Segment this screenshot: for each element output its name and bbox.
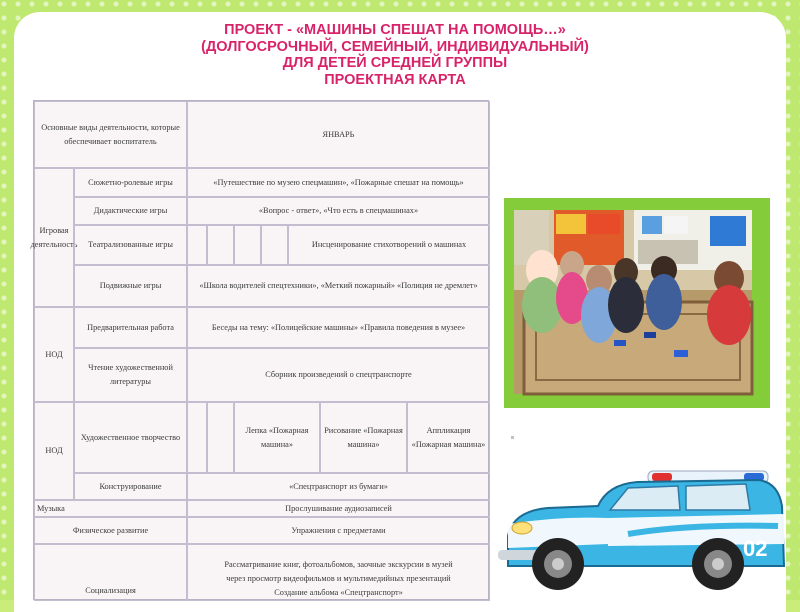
social-value [187, 544, 490, 601]
police-car-icon [488, 466, 788, 600]
empty-cell [207, 225, 234, 265]
didactic-games-label: Дидактические игры [74, 197, 187, 225]
didactic-games-value: «Вопрос - ответ», «Что есть в спецмашинах» [187, 197, 490, 225]
police-car-illustration [488, 466, 788, 600]
mobile-games-value: «Школа водителей спецтехники», «Меткий пожарный» «Полиция не дремлет» [187, 265, 490, 307]
photo-scene [514, 210, 752, 394]
empty-cell [207, 402, 234, 473]
table-head-month: ЯНВАРЬ [187, 101, 490, 168]
preliminary-work-label: Предварительная работа [74, 307, 187, 348]
physical-label: Физическое развитие [34, 517, 187, 544]
children-playing-photo [514, 210, 752, 394]
reading-label: Чтение художественной литературы [74, 348, 187, 402]
nod-label: НОД [34, 402, 74, 500]
art-label: Художественное творчество [74, 402, 187, 473]
empty-cell [187, 225, 207, 265]
preliminary-work-value: Беседы на тему: «Полицейские машины» «Правила поведения в музее» [187, 307, 490, 348]
title-line-2: (ДОЛГОСРОЧНЫЙ, СЕМЕЙНЫЙ, ИНДИВИДУАЛЬНЫЙ) [201, 38, 589, 55]
social-line-2: через просмотр видеофильмов и мультимедийных презентаций [226, 574, 451, 583]
social-line-1: Рассматривание книг, фотоальбомов, заочные экскурсии в музей [224, 560, 453, 569]
mobile-games-label: Подвижные игры [74, 265, 187, 307]
physical-value: Упражнения с предметами [187, 517, 490, 544]
table-head-activity: Основные виды деятельности, которые обеспечивает воспитатель [34, 101, 187, 168]
decorative-dot [511, 436, 514, 439]
social-line-3: Создание альбома «Спецтранспорт» [274, 588, 403, 597]
empty-cell [261, 225, 288, 265]
page-title [100, 22, 690, 88]
title-line-4: ПРОЕКТНАЯ КАРТА [324, 71, 466, 88]
music-value: Прослушивание аудиозаписей [187, 500, 490, 517]
construct-value: «Спецтранспорт из бумаги» [187, 473, 490, 500]
empty-cell [234, 225, 261, 265]
art-modeling: Лепка «Пожарная машина» [234, 402, 320, 473]
role-games-label: Сюжетно-ролевые игры [74, 168, 187, 197]
title-line-3: ДЛЯ ДЕТЕЙ СРЕДНЕЙ ГРУППЫ [282, 55, 508, 71]
construct-label: Конструирование [74, 473, 187, 500]
art-applique: Аппликация «Пожарная машина» [407, 402, 490, 473]
title-line-1: ПРОЕКТ - «МАШИНЫ СПЕШАТ НА ПОМОЩЬ…» [224, 22, 566, 38]
project-map-table [30, 100, 489, 600]
reading-value: Сборник произведений о спецтранспорте [187, 348, 490, 402]
car-number: 02 [743, 536, 768, 561]
group-play-label: Игровая деятельность [34, 168, 74, 307]
nod-label: НОД [34, 307, 74, 402]
social-label: Социализация [34, 544, 187, 601]
theatre-games-value: Инсценирование стихотворений о машинах [288, 225, 490, 265]
art-drawing: Рисование «Пожарная машина» [320, 402, 407, 473]
theatre-games-label: Театрализованные игры [74, 225, 187, 265]
empty-cell [187, 402, 207, 473]
music-label: Музыка [34, 500, 187, 517]
role-games-value: «Путешествие по музею спецмашин», «Пожарные спешат на помощь» [187, 168, 490, 197]
